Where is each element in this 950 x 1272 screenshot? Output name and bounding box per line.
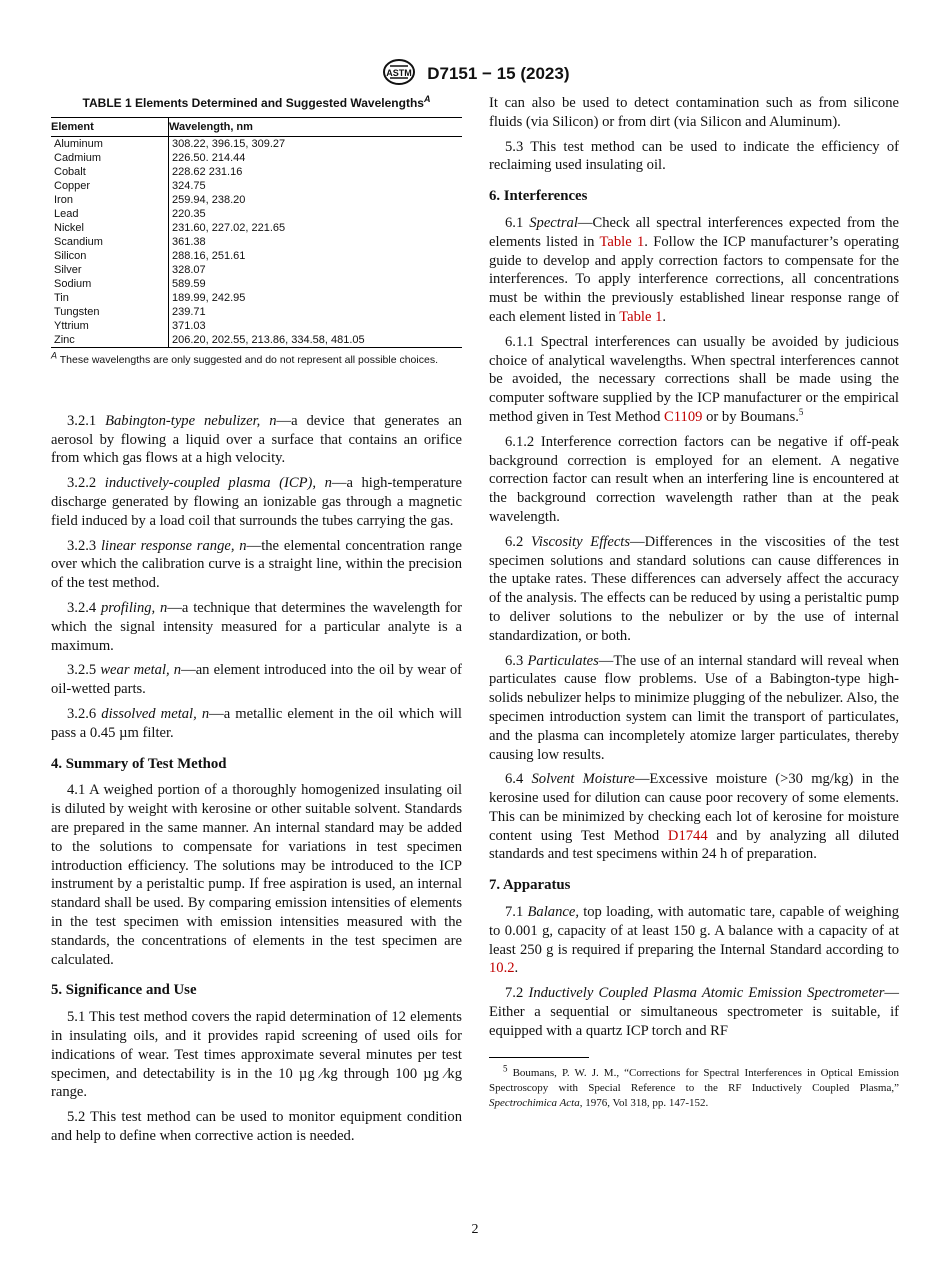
table-header-wavelength: Wavelength, nm xyxy=(169,117,463,136)
table-header-element: Element xyxy=(51,117,169,136)
table-row xyxy=(51,165,462,179)
element-cell: Tin xyxy=(51,291,169,305)
paragraph-5-1: 5.1 This test method covers the rapid determination of 12 elements in insulating oils, and it provides rapid screening of used oils for indications of wear. Test times approximate several minutes per test specimen, and detectability is in the 10 µg ⁄kg through 100 µg ⁄kg range. xyxy=(51,1009,462,1101)
definition-3-2-3: 3.2.3 linear response range, n—the elemental concentration range over which the calibration curve is a straight line, within the precision of the test method. xyxy=(51,537,462,592)
paragraph-5-2: 5.2 This test method can be used to monitor equipment condition and help to define when corrective action is needed. xyxy=(51,1109,462,1144)
right-column xyxy=(489,94,899,1111)
wavelength-cell: 239.71 xyxy=(172,305,206,318)
footnote-divider xyxy=(489,1057,589,1058)
paragraph-6-4: 6.4 Solvent Moisture—Excessive moisture (>30 mg/kg) in the kerosine used for dilution can cause poor recovery of some elements. This can be minimized by checking each lot of kerosine for moisture content using Test Method D1744 and by analyzing all diluted standards and test specimens within 24 h of preparation. xyxy=(489,771,899,863)
table-row xyxy=(51,179,462,193)
element-cell: Cobalt xyxy=(51,165,169,179)
wavelength-cell: 288.16, 251.61 xyxy=(172,249,246,262)
wavelength-cell: 206.20, 202.55, 213.86, 334.58, 481.05 xyxy=(169,333,463,348)
table-1-link[interactable]: Table 1 xyxy=(599,233,645,250)
table-row xyxy=(51,291,462,305)
definition-3-2-6: 3.2.6 dissolved metal, n—a metallic element in the oil which will pass a 0.45 µm filter. xyxy=(51,705,462,741)
element-cell: Silver xyxy=(51,263,169,277)
definition-3-2-5: 3.2.5 wear metal, n—an element introduced into the oil by wear of oil-wetted parts. xyxy=(51,662,462,698)
wavelength-cell: 259.94, 238.20 xyxy=(172,193,246,206)
paragraph-7-2: 7.2 Inductively Coupled Plasma Atomic Emission Spectrometer—Either a sequential or simultaneous spectrometer is suitable, if equipped with a quartz ICP torch and RF xyxy=(489,985,900,1039)
paragraph-5-2-continued: It can also be used to detect contamination such as from silicone fluids (via Silicon) or from dirt (via Silicon and Aluminum). xyxy=(489,95,899,130)
wavelength-table xyxy=(51,117,462,348)
footnote-5: $^5$ Boumans, P. W. J. M., “Corrections for Spectral Interferences in Optical Emission Spectroscopy with Special Reference to the RF Inductively Coupled Plasma,” Spectrochimica Acta, 1976, Vol 318, pp. 147-152. xyxy=(489,1063,899,1109)
paragraph-6-1-2: 6.1.2 Interference correction factors can be negative if off-peak background correction is employed for an element. A negative correction factor can result when an interfering line is encountered at the background correction wavelength rather than at the peak wavelength. xyxy=(489,433,899,525)
element-cell: Scandium xyxy=(51,235,169,249)
wavelength-cell: 231.60, 227.02, 221.65 xyxy=(172,221,286,234)
table-title: TABLE 1 Elements Determined and Suggested Wavelengths$^A$ xyxy=(82,94,431,110)
d1744-link[interactable]: D1744 xyxy=(667,827,708,844)
element-cell: Lead xyxy=(51,207,169,221)
element-cell: Tungsten xyxy=(51,305,169,319)
wavelength-cell: 226.50. 214.44 xyxy=(172,151,246,164)
table-row xyxy=(51,333,462,348)
paragraph-6-1: 6.1 Spectral—Check all spectral interferences expected from the elements listed in Table 1. Follow the ICP manufacturer’s operating guide to develop and apply correction factors to compensate for the interferences. To apply interference corrections, all concentrations must be within the previously established linear response range of each element listed in Table 1. xyxy=(489,214,899,325)
table-row xyxy=(51,136,462,151)
footnote-5-reference[interactable]: 5 xyxy=(798,407,804,418)
wavelength-cell: 589.59 xyxy=(172,277,206,290)
element-cell: Copper xyxy=(51,179,169,193)
wavelength-cell: 328.07 xyxy=(172,263,206,276)
element-cell: Nickel xyxy=(51,221,169,235)
table-row xyxy=(51,277,462,291)
section-10-2-link[interactable]: 10.2 xyxy=(489,960,515,977)
element-cell: Iron xyxy=(51,193,169,207)
table-row xyxy=(51,193,462,207)
paragraph-6-3: 6.3 Particulates—The use of an internal standard will reveal when particulates cause flow problems. Use of a Babington-type high-solids nebulizer helps to minimize plugging of the nebulizer. Also, the specimen introduction system can limit the transport of particulates, and the plasma can incompletely atomize larger particulates, thereby causing low results. xyxy=(489,652,899,763)
wavelength-cell: 371.03 xyxy=(172,319,206,332)
table-row xyxy=(51,249,462,263)
paragraph-7-1: 7.1 Balance, top loading, with automatic tare, capable of weighing to 0.001 g, capacity of at least 150 g. A balance with a capacity of at least 250 g is required if preparing the Internal Standard according to 10.2. xyxy=(489,904,899,977)
section-6-heading: 6. Interferences xyxy=(489,188,588,205)
element-cell: Sodium xyxy=(51,277,169,291)
left-column xyxy=(51,94,462,1152)
wavelength-cell: 228.62 231.16 xyxy=(172,165,243,178)
table-row xyxy=(51,207,462,221)
definition-3-2-2: 3.2.2 inductively-coupled plasma (ICP), n—a high-temperature discharge generated by flowing an ionizable gas through a magnetic field induced by a load coil that surrounds the tubes carrying the gas. xyxy=(51,475,462,529)
element-cell: Silicon xyxy=(51,249,169,263)
section-5-heading: 5. Significance and Use xyxy=(51,982,197,999)
section-7-heading: 7. Apparatus xyxy=(489,877,571,894)
table-row xyxy=(51,305,462,319)
table-row xyxy=(51,319,462,333)
wavelength-cell: 220.35 xyxy=(172,207,206,220)
page-number: 2 xyxy=(471,1222,479,1237)
table-row xyxy=(51,263,462,277)
svg-text:ASTM: ASTM xyxy=(385,68,412,78)
c1109-link[interactable]: C1109 xyxy=(664,408,703,425)
table-row xyxy=(51,235,462,249)
table-1-link[interactable]: Table 1 xyxy=(619,308,663,325)
wavelength-cell: 324.75 xyxy=(172,179,206,192)
paragraph-4-1: 4.1 A weighed portion of a thoroughly homogenized insulating oil is diluted by weight with kerosine or other suitable solvent. Standards are prepared in the same manner. An internal standard may be added to the solutions to compensate for variations in test specimen introduction efficiency. The solutions may be introduced to the ICP instrument by a peristaltic pump. If free aspiration is used, an internal standard shall be used. By comparing emission intensities of elements in the test specimen with emission intensities measured with the standards, the concentrations of elements in the test specimen are calculated. xyxy=(51,782,462,968)
element-cell: Yttrium xyxy=(51,319,169,333)
table-footnote: $^A$ These wavelengths are only suggested and do not represent all possible choices. xyxy=(51,350,438,366)
table-row xyxy=(51,151,462,165)
element-cell: Cadmium xyxy=(51,151,169,165)
paragraph-6-1-1: 6.1.1 Spectral interferences can usually be avoided by judicious choice of analytical wavelengths. When spectral interferences cannot be avoided, the necessary corrections shall be made using the computer software supplied by the ICP manufacturer or the empirical method given in Test Method C1109 or by Boumans.$^5$ xyxy=(489,333,899,425)
wavelength-cell: 189.99, 242.95 xyxy=(172,291,246,304)
astm-logo-icon xyxy=(381,58,417,86)
designation: D7151 − 15 (2023) xyxy=(427,64,570,83)
page-header xyxy=(0,58,950,86)
table-row xyxy=(51,221,462,235)
paragraph-6-2: 6.2 Viscosity Effects—Differences in the viscosities of the test specimen solutions and standard solutions can cause differences in the uptake rates. These differences can adversely affect the accuracy of the analysis. The effects can be reduced by using a peristaltic pump to deliver solutions to the nebulizer or by the use of internal standardization, or both. xyxy=(489,533,899,644)
section-4-heading: 4. Summary of Test Method xyxy=(51,755,227,772)
element-cell: Zinc xyxy=(51,333,169,348)
paragraph-5-3: 5.3 This test method can be used to indicate the efficiency of reclaiming used insulating oil. xyxy=(489,138,899,174)
wavelength-cell: 308.22, 396.15, 309.27 xyxy=(172,137,286,150)
element-cell: Aluminum xyxy=(51,136,169,151)
definition-3-2-1: 3.2.1 Babington-type nebulizer, n—a device that generates an aerosol by flowing a liquid over a surface that contains an orifice from which gas flows at a high velocity. xyxy=(51,412,462,467)
definition-3-2-4: 3.2.4 profiling, n—a technique that determines the wavelength for which the signal intensity measured for a particular analyte is a maximum. xyxy=(51,599,462,654)
wavelength-cell: 361.38 xyxy=(172,235,206,248)
